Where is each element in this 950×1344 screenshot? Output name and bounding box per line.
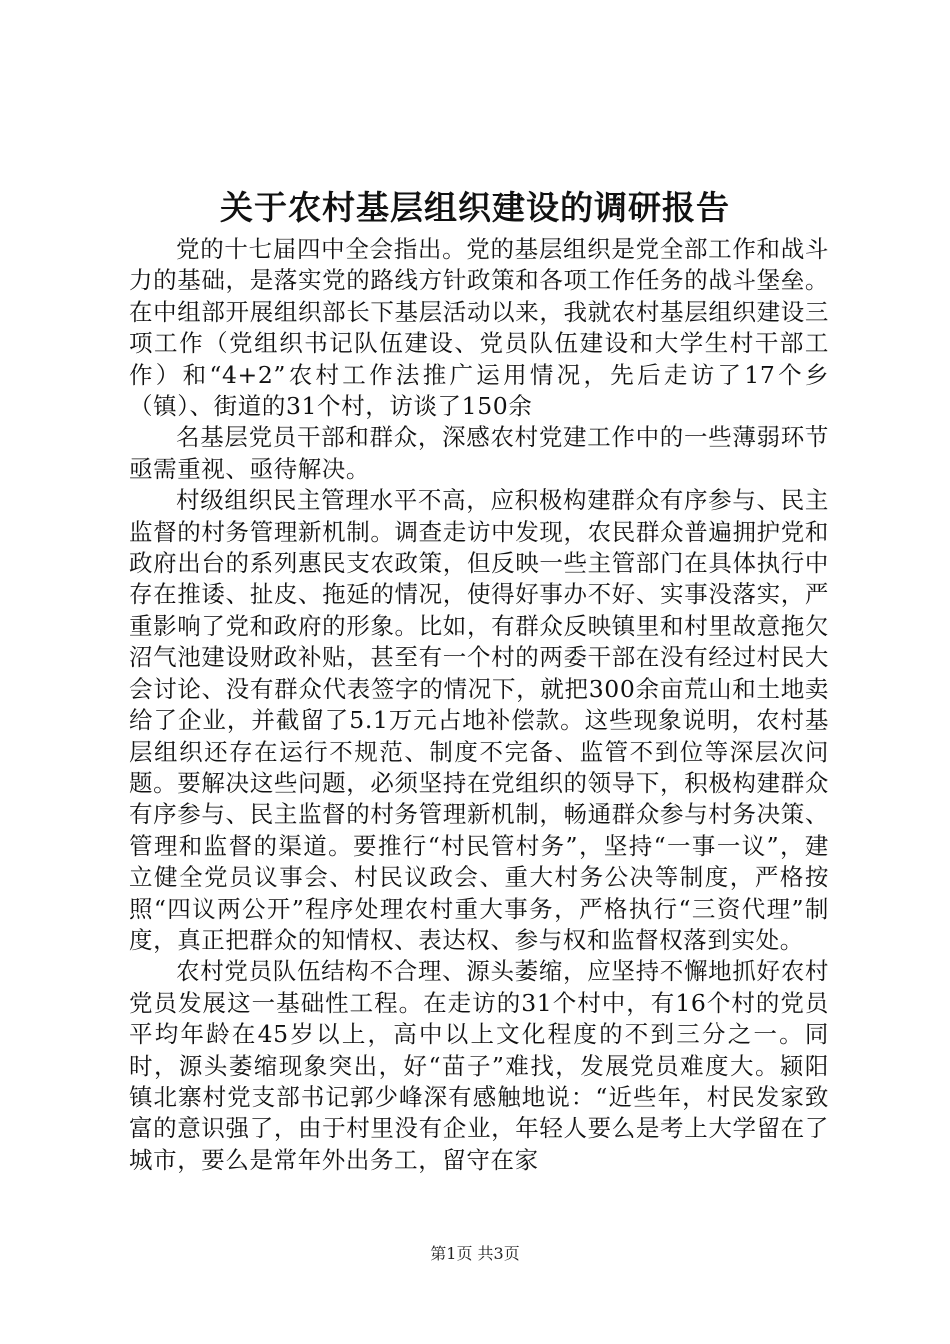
paragraph-3: 村级组织民主管理水平不高，应积极构建群众有序参与、民主监督的村务管理新机制。调查走访中发现，农民群众普遍拥护党和政府出台的系列惠民支农政策，但反映一些主管部门在具体执行中存在推诿、扯皮、拖延的情况，使得好事办不好、实事没落实，严重影响了党和政府的形象。比如，有群众反映镇里和村里故意拖欠沼气池建设财政补贴，甚至有一个村的两委干部在没有经过村民大会讨论、没有群众代表签字的情况下，就把300余亩荒山和土地卖给了企业，并截留了5.1万元占地补偿款。这些现象说明，农村基层组织还存在运行不规范、制度不完备、监管不到位等深层次问题。要解决这些问题，必须坚持在党组织的领导下，积极构建群众有序参与、民主监督的村务管理新机制，畅通群众参与村务决策、管理和监督的渠道。要推行“村民管村务”，坚持“一事一议”，建立健全党员议事会、村民议政会、重大村务公决等制度，严格按照“四议两公开”程序处理农村重大事务，严格执行“三资代理”制度，真正把群众的知情权、表达权、参与权和监督权落到实处。 [129, 486, 829, 954]
document-body [129, 234, 829, 1176]
document-title: 关于农村基层组织建设的调研报告 [220, 188, 730, 227]
paragraph-1: 党的十七届四中全会指出。党的基层组织是党全部工作和战斗力的基础，是落实党的路线方针政策和各项工作任务的战斗堡垒。在中组部开展组织部长下基层活动以来，我就农村基层组织建设三项工作（党组织书记队伍建设、党员队伍建设和大学生村干部工作）和“4+2”农村工作法推广运用情况，先后走访了17个乡（镇）、街道的31个村，访谈了150余 [129, 235, 829, 421]
paragraph-2: 名基层党员干部和群众，深感农村党建工作中的一些薄弱环节亟需重视、亟待解决。 [129, 423, 829, 483]
page-number-footer: 第1页 共3页 [430, 1244, 520, 1263]
paragraph-4: 农村党员队伍结构不合理、源头萎缩，应坚持不懈地抓好农村党员发展这一基础性工程。在走访的31个村中，有16个村的党员平均年龄在45岁以上，高中以上文化程度的不到三分之一。同时，源头萎缩现象突出，好“苗子”难找，发展党员难度大。颍阳镇北寨村党支部书记郭少峰深有感触地说：“近些年，村民发家致富的意识强了，由于村里没有企业，年轻人要么是考上大学留在了城市，要么是常年外出务工，留守在家 [129, 957, 829, 1174]
